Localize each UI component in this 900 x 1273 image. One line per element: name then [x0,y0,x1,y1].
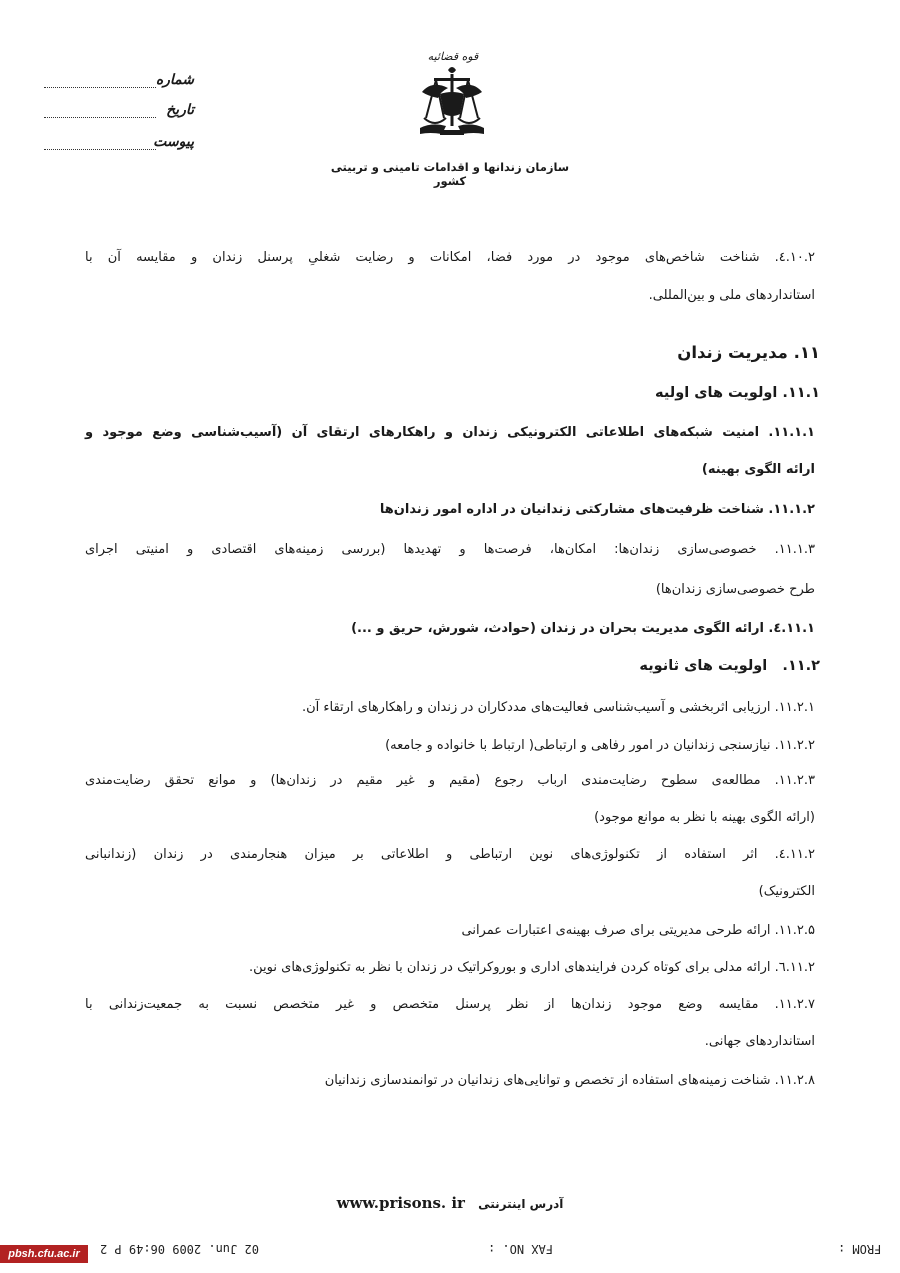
item-11-2-2: ۱۱.۲.۲. نیازسنجی زندانیان در امور رفاهی و ارتباطی( ارتباط با خانواده و جامعه) [385,738,815,753]
item-11-2-3-line2: (ارائه الگوی بهینه با نظر به موانع موجود) [594,810,815,825]
footer-address [300,1193,600,1212]
item-11-2-8: ۱۱.۲.۸. شناخت زمینه‌های استفاده از تخصص و توانایی‌های زندانیان در توانمندسازی زندانیان [324,1073,815,1088]
website-link[interactable]: www.prisons. ir [336,1194,465,1212]
attachment-field [44,134,194,154]
item-11-1-3-line2: طرح خصوصی‌سازی زندان‌ها) [655,582,815,597]
section-11-heading: ۱۱. مدیریت زندان [677,343,820,362]
item-11-2-6: ۱۱.۲.٦. ارائه مدلی برای کوتاه کردن فرایندهای اداری و بوروکراتیک در زندان با نظر به تکنولوژی‌های نوین. [249,960,815,975]
watermark-badge: pbsh.cfu.ac.ir [0,1245,88,1263]
item-11-2-4-line1: ۱۱.۲.٤. اثر استفاده از تکنولوژی‌های نوین ارتباطی و اطلاعاتی بر میزان هنجارمندی در زندان (زندانبانی [85,847,815,862]
section-11-2-heading: ۱۱.۲. اولویت های ثانویه [639,658,820,674]
item-11-2-3-line1: ۱۱.۲.۳. مطالعه‌ی سطوح رضایت‌مندی ارباب رجوع (مقیم و غیر مقیم در زندان‌ها) و موانع تحقق رضایت‌مندی [85,773,815,788]
item-11-1-4: ۱۱.۱.٤. ارائه الگوی مدیریت بحران در زندان (حوادث، شورش، حریق و ...) [351,621,815,636]
fax-from-stamp: FROM : [838,1242,882,1256]
number-field [44,72,194,92]
item-11-2-7-line2: استانداردهای جهانی. [704,1034,815,1049]
item-11-1-1-line2: ارائه الگوی بهینه) [701,462,815,477]
attachment-dots [44,149,156,150]
date-label: تاریخ [166,102,194,118]
item-11-2-5: ۱۱.۲.۵. ارائه طرحی مدیریتی برای صرف بهینه‌ی اعتبارات عمرانی [461,923,815,938]
number-dots [44,87,156,88]
organization-name: سازمان زندانها و اقدامات تامینی و تربیتی کشور [330,160,570,188]
emblem-motto: قوه قضائیه [427,50,479,63]
fax-date-stamp: 02 Jun. 2009 06:49 P 2 [100,1242,259,1256]
item-10-2-4-line1: ۱۰.۲.٤. شناخت شاخص‌های موجود در مورد فضا، امکانات و رضایت شغلیِ پرسنل زندان و مقایسه آن با [85,250,815,265]
item-11-1-2: ۱۱.۱.۲. شناخت ظرفیت‌های مشارکتی زندانیان در اداره امور زندان‌ها [379,502,815,517]
item-11-1-1-line1: ۱۱.۱.۱. امنیت شبکه‌های اطلاعاتی الکترونیکی زندان و راهکارهای ارتقای آن (آسیب‌شناسی وضع موجود و [85,425,815,440]
item-11-2-1: ۱۱.۲.۱. ارزیابی اثربخشی و آسیب‌شناسی فعالیت‌های مددکاران در زندان و راهکارهای ارتقاء آن. [301,700,815,715]
item-11-2-4-line2: الکترونیک) [758,884,815,899]
item-11-1-3-line1: ۱۱.۱.۳. خصوصی‌سازی زندان‌ها: امکان‌ها، فرصت‌ها و تهدیدها (بررسی زمینه‌های اقتصادی و امنیتی اجرای [85,542,815,557]
section-11-1-heading: ۱۱.۱. اولویت های اولیه [655,385,820,401]
item-10-2-4-line2: استانداردهای ملی و بین‌المللی. [648,288,815,303]
fax-number-stamp: FAX NO. : [488,1242,554,1256]
number-label: شماره [155,72,194,88]
address-label: آدرس اینترنتی [478,1197,564,1211]
attachment-label: پیوست [153,134,194,150]
date-dots [44,117,156,118]
judiciary-emblem-icon [412,40,492,158]
item-11-2-7-line1: ۱۱.۲.۷. مقایسه وضع موجود زندان‌ها از نظر پرسنل متخصص و غیر متخصص نسبت به جمعیت‌زندانی با [85,997,815,1012]
date-field [44,102,194,122]
